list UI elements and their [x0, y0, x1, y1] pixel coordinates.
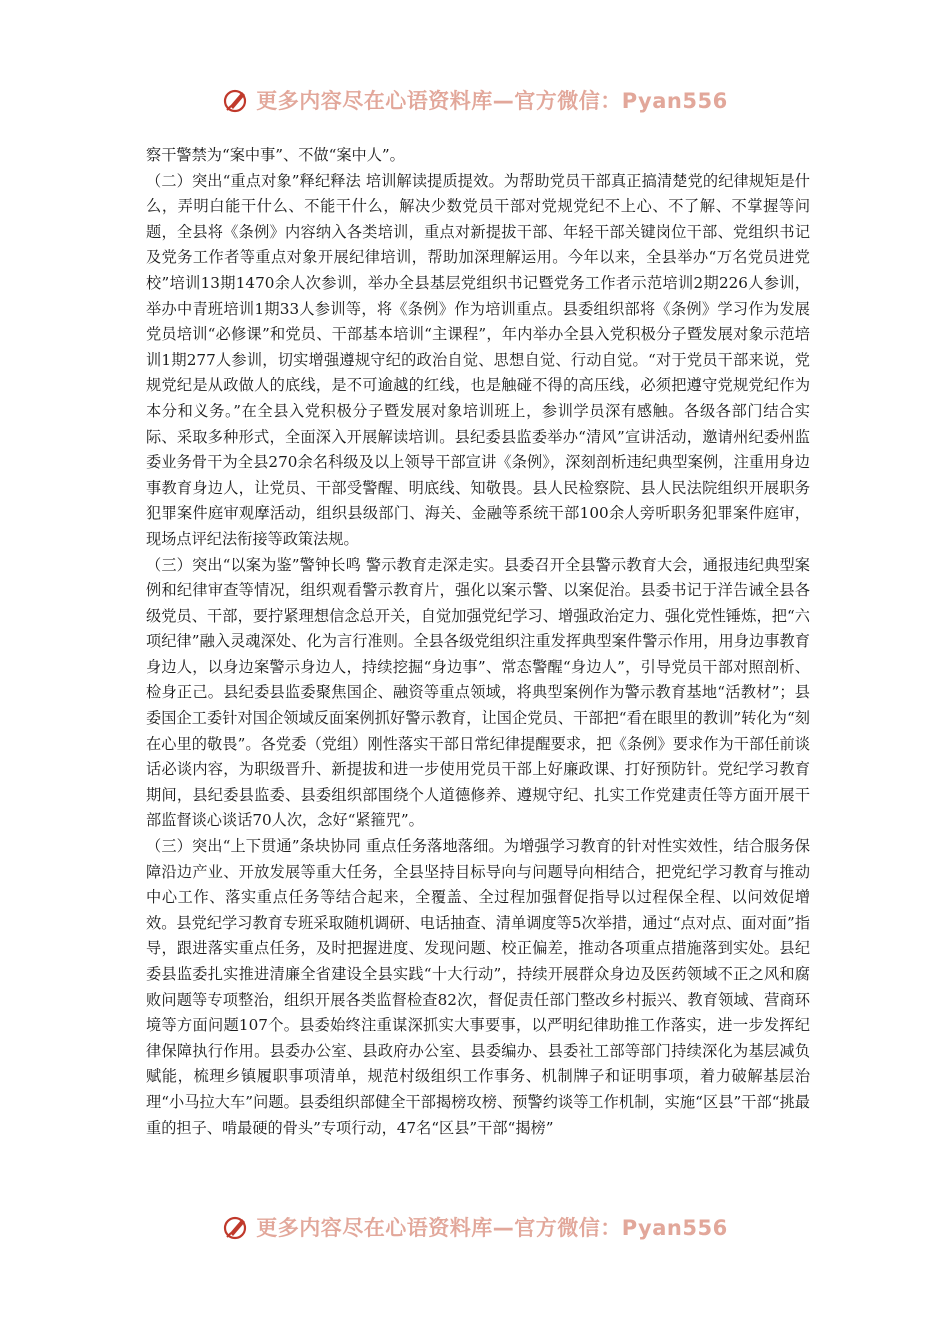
watermark-banner-top — [0, 80, 950, 120]
watermark-banner-bottom — [0, 1207, 950, 1247]
paragraph-section-3a: （三）突出“以案为鉴”警钟长鸣 警示教育走深走实。县委召开全县警示教育大会，通报违纪典型案例和纪律审查等情况，组织观看警示教育片，强化以案示警、以案促治。县委书记于洋告诫全县各级党员、干部，要拧紧理想信念总开关，自觉加强党纪学习、增强政治定力、强化党性锤炼，把“六项纪律”融入灵魂深处、化为言行准则。全县各级党组织注重发挥典型案件警示作用，用身边事教育身边人，以身边案警示身边人，持续挖掘“身边事”、常态警醒“身边人”，引导党员干部对照剖析、检身正己。县纪委县监委聚焦国企、融资等重点领域，将典型案例作为警示教育基地“活教材”；县委国企工委针对国企领域反面案例抓好警示教育，让国企党员、干部把“看在眼里的教训”转化为“刻在心里的敬畏”。各党委（党组）刚性落实干部日常纪律提醒要求，把《条例》要求作为干部任前谈话必谈内容，为职级晋升、新提拔和进一步使用党员干部上好廉政课、打好预防针。党纪学习教育期间，县纪委县监委、县委组织部围绕个人道德修养、遵规守纪、扎实工作党建责任等方面开展干部监督谈心谈话70人次，念好“紧箍咒”。 — [146, 555, 810, 830]
paragraph-section-2: （二）突出“重点对象”释纪释法 培训解读提质提效。为帮助党员干部真正搞清楚党的纪律规矩是什么，弄明白能干什么、不能干什么，解决少数党员干部对党规党纪不上心、不了解、不掌握等问题，全县将《条例》内容纳入各类培训，重点对新提拔干部、年轻干部关键岗位干部、党组织书记及党务工作者等重点对象开展纪律培训，帮助加深理解运用。今年以来，全县举办“万名党员进党校”培训13期1470余人次参训，举办全县基层党组织书记暨党务工作者示范培训2期226人参训，举办中青班培训1期33人参训等，将《条例》作为培训重点。县委组织部将《条例》学习作为发展党员培训“必修课”和党员、干部基本培训“主课程”，年内举办全县入党积极分子暨发展对象示范培训1期277人参训，切实增强遵规守纪的政治自觉、思想自觉、行动自觉。“对于党员干部来说，党规党纪是从政做人的底线，是不可逾越的红线，也是触碰不得的高压线，必须把遵守党规党纪作为本分和义务。”在全县入党积极分子暨发展对象培训班上，参训学员深有感触。各级各部门结合实际、采取多种形式，全面深入开展解读培训。县纪委县监委举办“清风”宣讲活动，邀请州纪委州监委业务骨干为全县270余名科级及以上领导干部宣讲《条例》，深刻剖析违纪典型案例，注重用身边事教育身边人，让党员、干部受警醒、明底线、知敬畏。县人民检察院、县人民法院组织开展职务犯罪案件庭审观摩活动，组织县级部门、海关、金融等系统干部100余人旁听职务犯罪案件庭审，现场点评纪法衔接等政策法规。 — [146, 171, 810, 548]
document-body — [146, 143, 810, 1141]
watermark-text: 更多内容尽在心语资料库—官方微信：Pyan556 — [256, 1216, 728, 1240]
pen-seal-logo-icon — [222, 1213, 250, 1241]
watermark-text: 更多内容尽在心语资料库—官方微信：Pyan556 — [256, 89, 728, 113]
pen-seal-logo-icon — [222, 86, 250, 114]
paragraph-continuation: 察干警禁为“案中事”、不做“案中人”。 — [146, 146, 405, 164]
paragraph-section-3b: （三）突出“上下贯通”条块协同 重点任务落地落细。为增强学习教育的针对性实效性，结合服务保障沿边产业、开放发展等重大任务，全县坚持目标导向与问题导向相结合，把党纪学习教育与推动中心工作、落实重点任务等结合起来，全覆盖、全过程加强督促指导以过程保全程、以问效促增效。县党纪学习教育专班采取随机调研、电话抽查、清单调度等5次举措，通过“点对点、面对面”指导，跟进落实重点任务，及时把握进度、发现问题、校正偏差，推动各项重点措施落到实处。县纪委县监委扎实推进清廉全省建设全县实践“十大行动”，持续开展群众身边及医药领域不正之风和腐败问题等专项整治，组织开展各类监督检查82次，督促责任部门整改乡村振兴、教育领域、营商环境等方面问题107个。县委始终注重谋深抓实大事要事，以严明纪律助推工作落实，进一步发挥纪律保障执行作用。县委办公室、县政府办公室、县委编办、县委社工部等部门持续深化为基层减负赋能，梳理乡镇履职事项清单，规范村级组织工作事务、机制牌子和证明事项，着力破解基层治理“小马拉大车”问题。县委组织部健全干部揭榜攻榜、预警约谈等工作机制，实施“区县”干部“挑最重的担子、啃最硬的骨头”专项行动，47名“区县”干部“揭榜” — [146, 837, 810, 1137]
